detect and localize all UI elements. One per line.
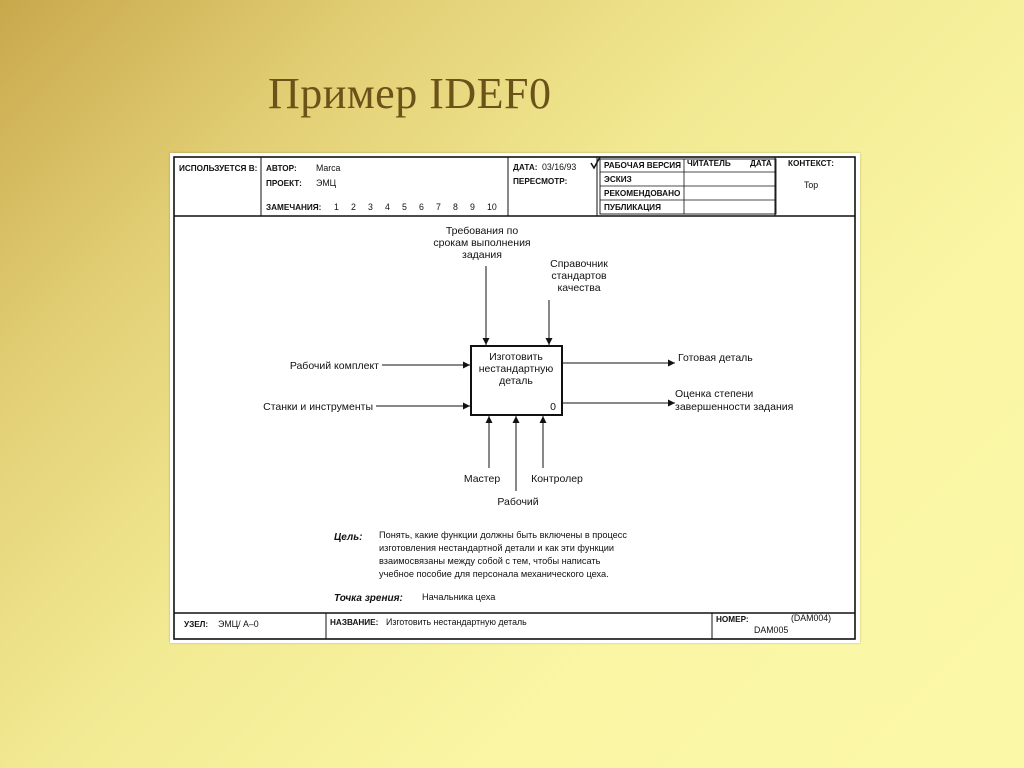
control-label xyxy=(550,258,608,294)
status-publication: ПУБЛИКАЦИЯ xyxy=(604,203,661,212)
notes-number: 9 xyxy=(470,202,475,212)
notes-number: 6 xyxy=(419,202,424,212)
control-label-line: Справочник xyxy=(550,258,608,270)
context-value: Top xyxy=(804,180,819,190)
node-label: УЗЕЛ: xyxy=(184,620,209,629)
date-value: 03/16/93 xyxy=(542,162,577,172)
status-working-version: РАБОЧАЯ ВЕРСИЯ xyxy=(604,161,682,170)
number-value: (DAM004) xyxy=(791,613,832,623)
mechanism-label: Мастер xyxy=(463,473,501,485)
project-label: ПРОЕКТ: xyxy=(266,179,302,188)
function-name-line: деталь xyxy=(499,375,533,387)
notes-number: 7 xyxy=(436,202,441,212)
function-number: 0 xyxy=(550,401,556,413)
author-value: Marca xyxy=(316,163,341,173)
notes-number: 10 xyxy=(487,202,497,212)
mechanism-label: Контролер xyxy=(531,473,583,485)
output-label: Оценка степени xyxy=(675,388,754,400)
reader-date-label: ДАТА xyxy=(750,159,772,168)
control-label-line: Требования по xyxy=(445,225,519,237)
control-label-line: качества xyxy=(557,282,601,294)
control-label xyxy=(433,225,530,261)
control-label-line: задания xyxy=(462,249,502,261)
date-label: ДАТА: xyxy=(513,163,538,172)
purpose-line: изготовления нестандартной детали и как эти функции xyxy=(379,543,615,553)
mechanism-label: Рабочий xyxy=(497,496,539,508)
number-label: НОМЕР: xyxy=(716,615,749,624)
function-name-line: нестандартную xyxy=(478,363,554,375)
output-label: Готовая деталь xyxy=(678,352,753,364)
purpose-line: Понять, какие функции должны быть включены в процесс xyxy=(379,530,627,540)
notes-number: 5 xyxy=(402,202,407,212)
number-value-2: DAM005 xyxy=(754,625,789,635)
purpose-line: взаимосвязаны между собой с тем, чтобы написать xyxy=(379,556,601,566)
idef0-diagram-sheet xyxy=(170,153,860,643)
author-label: АВТОР: xyxy=(266,164,297,173)
node-value: ЭМЦ/ А–0 xyxy=(218,619,259,629)
control-label-line: стандартов xyxy=(551,270,607,282)
purpose-label: Цель: xyxy=(334,532,363,543)
viewpoint-value: Начальника цеха xyxy=(422,592,496,602)
slide-title: Пример IDEF0 xyxy=(268,69,552,118)
name-value: Изготовить нестандартную деталь xyxy=(386,617,527,627)
context-label: КОНТЕКСТ: xyxy=(788,159,834,168)
name-label: НАЗВАНИЕ: xyxy=(330,618,379,627)
notes-number: 8 xyxy=(453,202,458,212)
input-label: Станки и инструменты xyxy=(263,401,373,413)
output-label: завершенности задания xyxy=(675,401,794,413)
viewpoint-label: Точка зрения: xyxy=(334,593,403,604)
status-recommended: РЕКОМЕНДОВАНО xyxy=(604,189,681,198)
function-name-line: Изготовить xyxy=(489,351,543,363)
revision-label: ПЕРЕСМОТР: xyxy=(513,177,568,186)
reader-label: ЧИТАТЕЛЬ xyxy=(687,159,731,168)
notes-number: 4 xyxy=(385,202,390,212)
notes-label: ЗАМЕЧАНИЯ: xyxy=(266,203,322,212)
input-label: Рабочий комплект xyxy=(289,360,379,372)
checkmark-icon xyxy=(591,157,600,168)
control-label-line: срокам выполнения xyxy=(433,237,531,249)
notes-number: 1 xyxy=(334,202,339,212)
idef0-diagram xyxy=(170,153,860,643)
used-in-label: ИСПОЛЬЗУЕТСЯ В: xyxy=(179,164,258,173)
notes-number: 2 xyxy=(351,202,356,212)
purpose-line: учебное пособие для персонала механического цеха. xyxy=(379,569,609,579)
notes-numbers xyxy=(334,202,497,212)
status-draft: ЭСКИЗ xyxy=(604,175,632,184)
project-value: ЭМЦ xyxy=(316,178,337,188)
notes-number: 3 xyxy=(368,202,373,212)
